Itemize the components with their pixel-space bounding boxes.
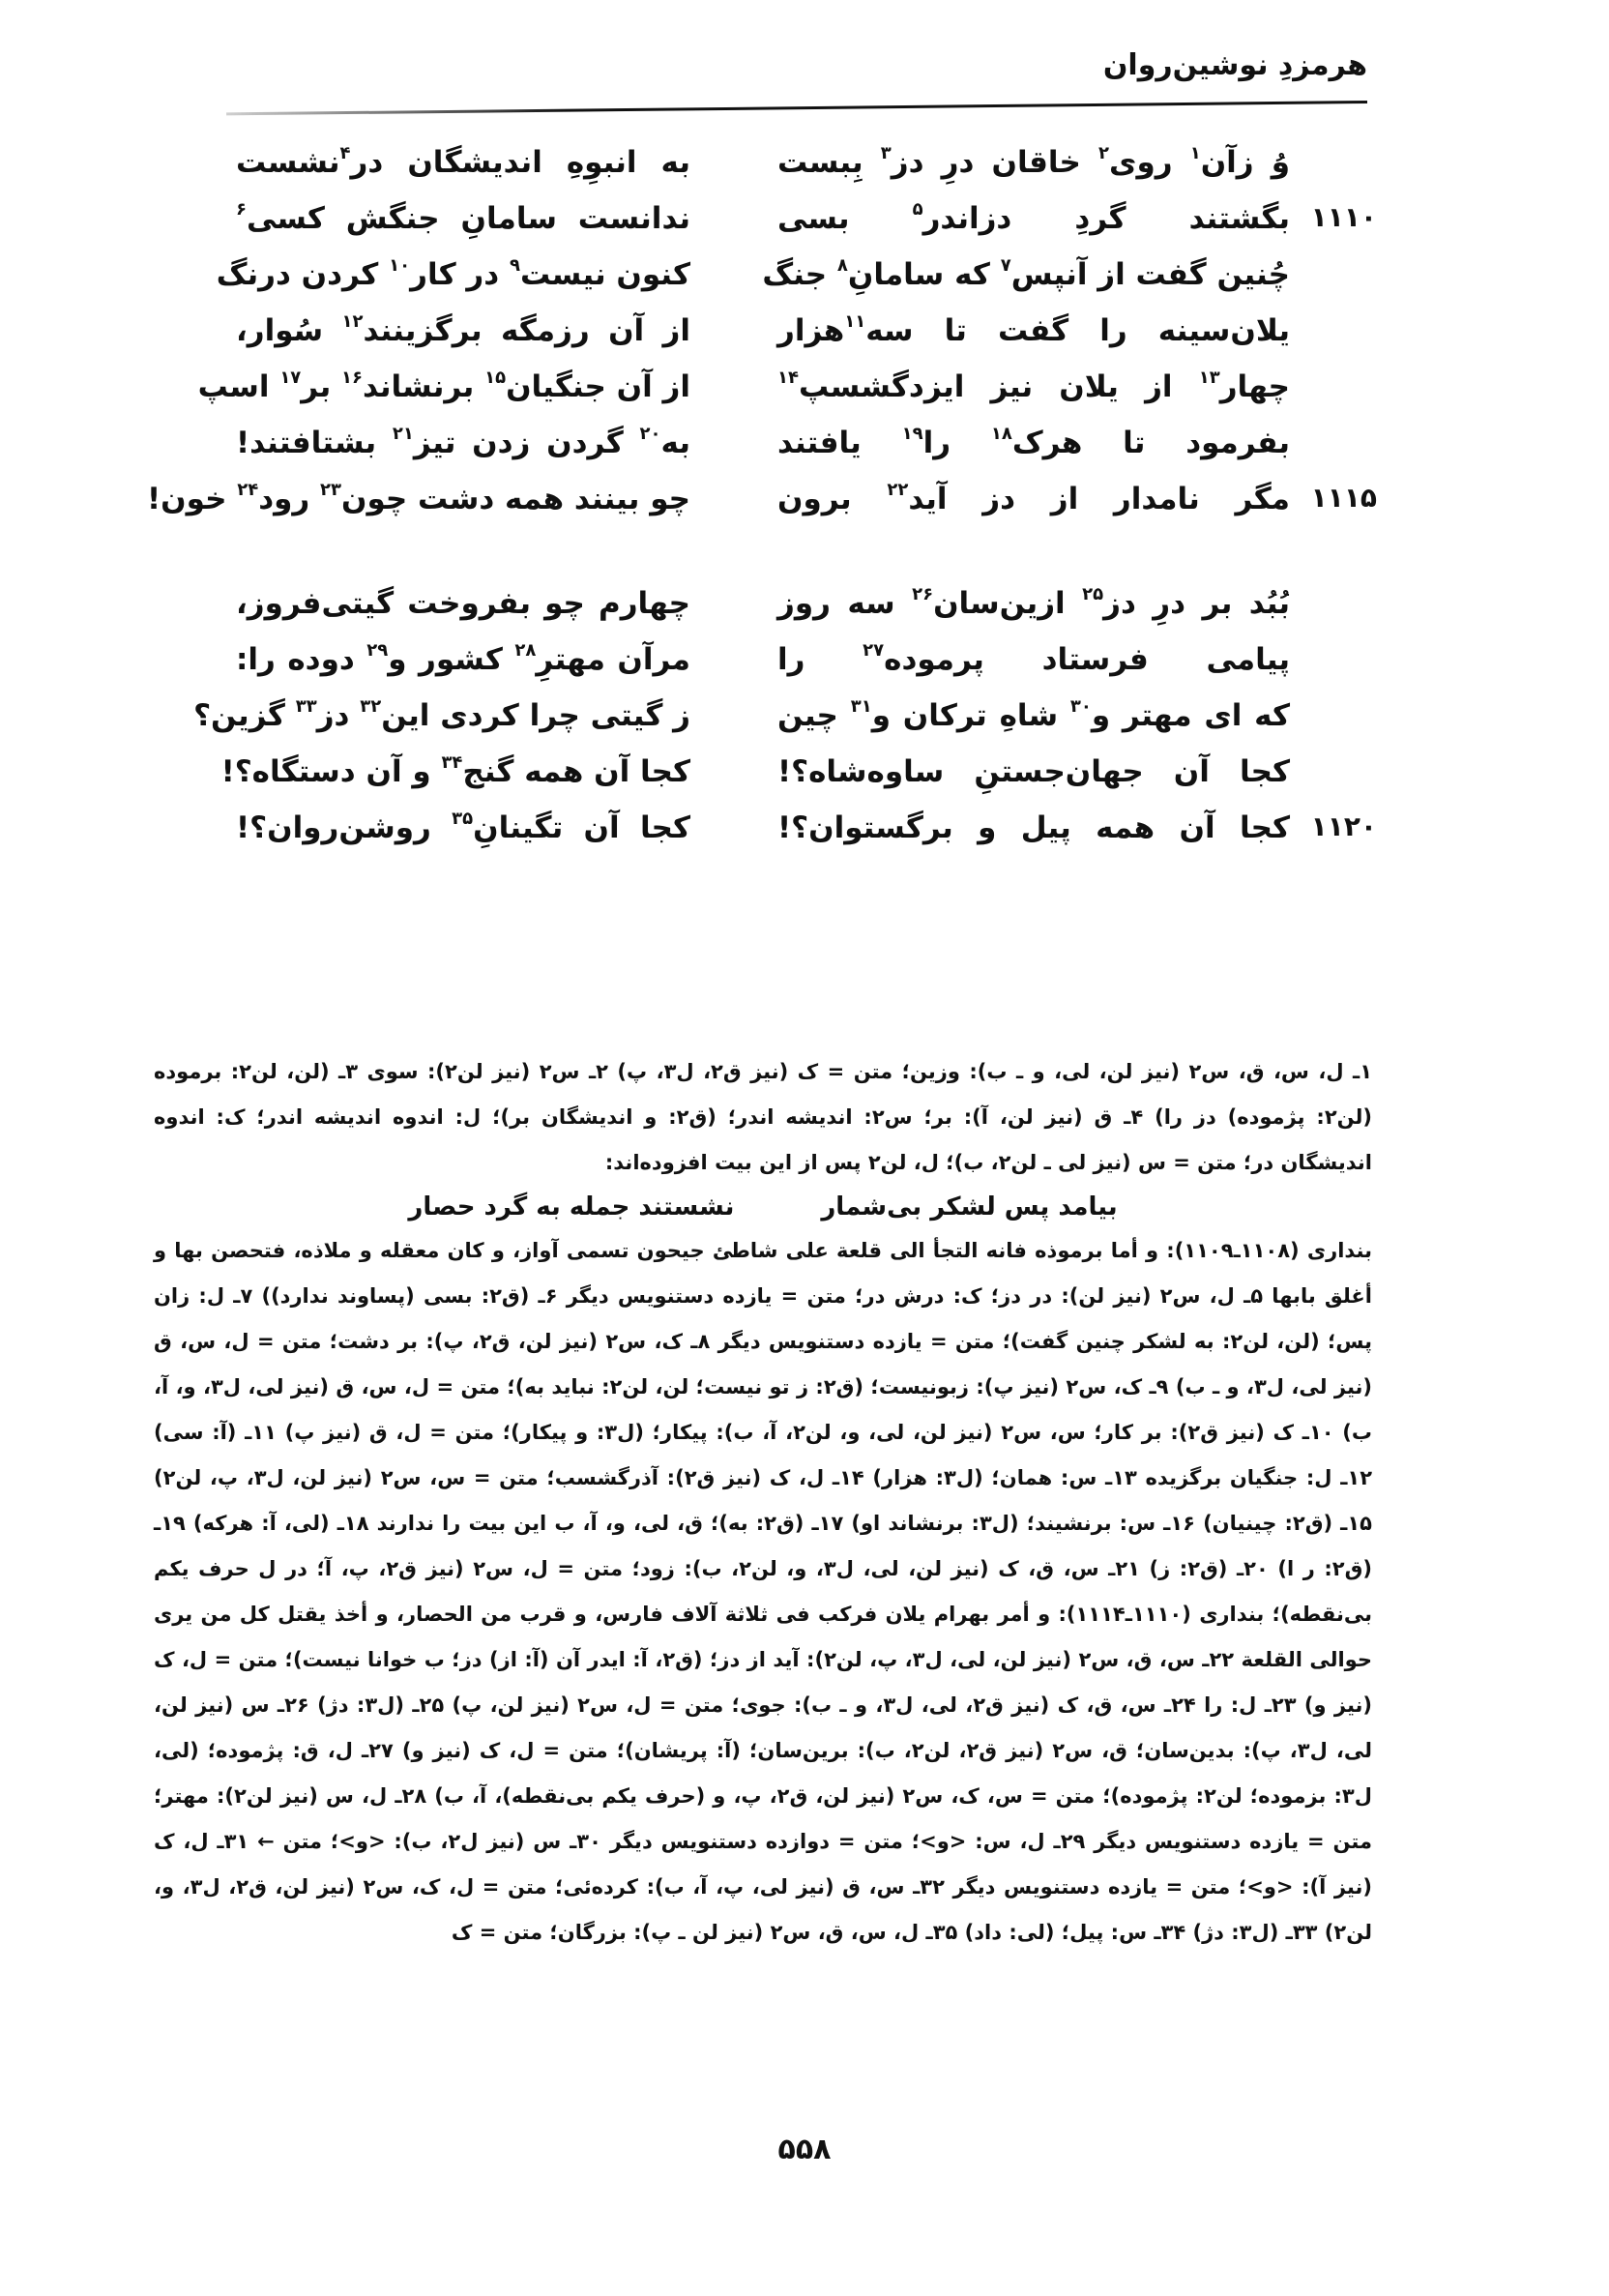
- hemistich-right: مگر نامدار از دز آید$^{۲۲}$ برون: [777, 480, 1290, 516]
- hemistich-right: بُبُد بر درِ دز$^{۲۵}$ ازین‌سان$^{۲۶}$ سه روز: [777, 584, 1290, 621]
- stanza-1: [147, 143, 1377, 538]
- hemistich-right: کجا آن همه پیل و برگستوان؟!: [777, 810, 1290, 845]
- bayt-number: ۱۱۲۰: [1310, 810, 1377, 842]
- footnote-marker: ۱۸: [990, 424, 1012, 444]
- footnote-marker: ۴: [339, 143, 351, 163]
- bayt-line: [147, 480, 1377, 538]
- footnote-marker: ۱۹: [901, 424, 923, 444]
- footnote-paragraph-2: بنداری (۱۱۰۸ـ۱۱۰۹): و أما برموذه فانه التجأ الی قلعة علی شاطئ جیحون تسمی آواز، و کان معقله و ملاذه، فتحصن بها و أغلق بابها ۵ـ ل، س۲ (نیز لن): در دز؛ ک: درش در؛ متن = یازده دستنویس دیگر ۶ـ (ق۲: بسی (پساوند ندارد)) ۷ـ ل: زان پس؛ (لن، لن۲: به لشکر چنین گفت)؛ متن = یازده دستنویس دیگر ۸ـ ک، س۲ (نیز لن، ق۲، پ): بر دشت؛ متن = ل، س، ق (نیز لی، ل۳، و ـ ب) ۹ـ ک، س۲ (نیز پ): زبونیست؛ (ق۲: ز تو نیست؛ لن، لن۲: نباید به)؛ متن = ل، س، ق (نیز لی، ل۳، و، آ، ب) ۱۰ـ ک (نیز ق۲): بر کار؛ س، س۲ (نیز لن، لی، و، لن۲، آ، ب): پیکار؛ (ل۳: و پیکار)؛ متن = ل، ق (نیز پ) ۱۱ـ (آ: سی) ۱۲ـ ل: جنگیان برگزیده ۱۳ـ س: همان؛ (ل۳: هزار) ۱۴ـ ل، ک (نیز ق۲): آذرگشسب؛ متن = س، س۲ (نیز لن، ل۳، پ، لن۲) ۱۵ـ (ق۲: چینیان) ۱۶ـ س: برنشیند؛ (ل۳: برنشاند او) ۱۷ـ (ق۲: به)؛ ق، لی، و، آ، ب این بیت را ندارند ۱۸ـ (لی، آ: هرکه) ۱۹ـ (ق۲: ر ا) ۲۰ـ (ق۲: ز) ۲۱ـ س، ق، ک (نیز لن، لی، ل۳، و، لن۲، ب): زود؛ متن = ل، س۲ (نیز ق۲، پ، آ؛ در ل حرف یکم بی‌نقطه)؛ بنداری (۱۱۱۰ـ۱۱۱۴): و أمر بهرام یلان فرکب فی ثلاثة آلاف فارس، و قرب من الحصار، و أخذ یقتل کل من یری حوالی القلعة ۲۲ـ س، ق، س۲ (نیز لن، لی، ل۳، پ، لن۲): آید از دز؛ (ق۲، آ: ایدر آن (آ: از) دز؛ ب خوانا نیست)؛ متن = ل، ک (نیز و) ۲۳ـ ل: را ۲۴ـ س، ق، ک (نیز ق۲، لی، ل۳، و ـ ب): جوی؛ متن = ل، س۲ (نیز لن، پ) ۲۵ـ (ل۳: دژ) ۲۶ـ س (نیز لن، لی، ل۳، پ): بدین‌سان؛ ق، س۲ (نیز ق۲، لن۲، ب): برین‌سان؛ (آ: پریشان)؛ متن = ل، ک (نیز و) ۲۷ـ ل، ق: پژموده؛ (لی، ل۳: بزموده؛ لن۲: پژموده)؛ متن = س، ک، س۲ (نیز لن، ق۲، پ، و (حرف یکم بی‌نقطه)، آ، ب) ۲۸ـ ل، س (نیز لن۲): مهتر؛ متن = یازده دستنویس دیگر ۲۹ـ ل، س: <و>؛ متن = دوازده دستنویس دیگر ۳۰ـ س (نیز ل۲، ب): <و>؛ متن ← ۳۱ـ ل، ک (نیز آ): <و>؛ متن = یازده دستنویس دیگر ۳۲ـ س، ق (نیز لی، پ، آ، ب): کرده‌ئی؛ متن = ل، ک، س۲ (نیز لن، ق۲، ل۳، و، لن۲) ۳۳ـ (ل۳: دژ) ۳۴ـ س: پیل؛ (لی: داد) ۳۵ـ ل، س، ق، س۲ (نیز لن ـ پ): بزرگان؛ متن = ک: [154, 1239, 1373, 1944]
- bayt-line: [220, 752, 1367, 810]
- hemistich-left: به انبوِهِ اندیشگان در$^۴$نشست: [236, 143, 690, 180]
- hemistich-left: کجا آن تگینانِ$^{۳۵}$ روشن‌روان؟!: [236, 809, 690, 845]
- footnote-marker: ۲۱: [392, 424, 414, 444]
- footnote-marker: ۳۱: [850, 696, 872, 717]
- footnote-marker: ۲۳: [320, 480, 342, 500]
- hemistich-left: ز گیتی چرا کردی این$^{۳۲}$ دز$^{۳۳}$ گزین؟: [193, 696, 690, 733]
- footnote-marker: ۱۲: [341, 311, 364, 332]
- footnote-marker: ۳۰: [1069, 696, 1092, 717]
- hemistich-left: ندانست سامانِ جنگش کسی$^۶$: [236, 199, 690, 236]
- footnote-marker: ۱۳: [1198, 368, 1220, 388]
- verse-block: [147, 143, 1377, 915]
- bayt-line: [236, 642, 1367, 698]
- footnote-marker: ۲۰: [639, 424, 661, 444]
- hemistich-left: از آن رزمگه برگزینند$^{۱۲}$ سُوار،: [236, 311, 690, 348]
- footnote-marker: ۶: [236, 199, 247, 220]
- footnote-marker: ۲۹: [366, 640, 389, 661]
- hemistich-right: وُ زآن$^۱$ روی$^۲$ خاقان درِ دز$^۳$ بِبست: [777, 143, 1291, 180]
- footnote-marker: ۲۶: [912, 584, 934, 604]
- footnote-paragraph-1: ۱ـ ل، س، ق، س۲ (نیز لن، لی، و ـ ب): وزین؛ متن = ک (نیز ق۲، ل۳، پ) ۲ـ س۲ (نیز لن۲): سوی ۳ـ (لن، لن۲: برموده (لن۲: پژموده) دز را) ۴ـ ق (نیز لن، آ): بر؛ س۲: اندیشه اندر؛ (ق۲: و اندیشگان بر)؛ ل: اندوه اندیشه اندر؛ ک: اندوه اندیشگان در؛ متن = س (نیز لی ـ لن۲، ب)؛ ل، لن۲ پس از این بیت افزوده‌اند:: [154, 1060, 1373, 1174]
- page-number: ۵۵۸: [777, 2133, 832, 2166]
- footnote-marker: ۷: [1000, 255, 1011, 276]
- bayt-line: [197, 368, 1367, 426]
- bayt-line: [236, 199, 1377, 257]
- hemistich-left: چو بینند همه دشت چون$^{۲۳}$ رود$^{۲۴}$ خون!: [147, 480, 690, 516]
- footnote-marker: ۱۷: [279, 368, 302, 388]
- footnote-marker: ۲۴: [237, 480, 259, 500]
- hemistich-right: کجا آن جهان‌جستنِ ساوه‌شاه؟!: [777, 754, 1290, 789]
- bayt-line: [236, 145, 1367, 201]
- footnote-marker: ۲۷: [863, 640, 885, 661]
- hemistich-right: چهار$^{۱۳}$ از یلان نیز ایزدگشسپ$^{۱۴}$: [777, 368, 1290, 404]
- bayt-line: [193, 696, 1367, 754]
- hemistich-right: چُنین گفت از آنپس$^۷$ که سامانِ$^۸$ جنگ: [762, 255, 1290, 292]
- footnote-marker: ۱۵: [484, 368, 507, 388]
- footnote-marker: ۱۰: [389, 255, 411, 276]
- hemistich-right: که ای مهتر و$^{۳۰}$ شاهِ ترکان و$^{۳۱}$ چین: [777, 696, 1290, 733]
- footnote-marker: ۵: [912, 199, 923, 220]
- bayt-number: ۱۱۱۵: [1310, 482, 1377, 514]
- hemistich-right: یلان‌سینه را گفت تا سه$^{۱۱}$هزار: [777, 311, 1290, 348]
- hemistich-right: بفرمود تا هرک$^{۱۸}$ را$^{۱۹}$ یافتند: [777, 424, 1290, 460]
- footnote-marker: ۸: [836, 255, 848, 276]
- bayt-number: ۱۱۱۰: [1310, 201, 1377, 233]
- footnote-marker: ۲۸: [514, 640, 537, 661]
- hemistich-right: پیامی فرستاد پرموده$^{۲۷}$ را: [777, 640, 1291, 677]
- footnote-marker: ۳۵: [452, 809, 474, 829]
- hemistich-left: کجا آن همه گنج$^{۳۴}$ و آن دستگاه؟!: [220, 752, 690, 789]
- hemistich-left: کنون نیست$^۹$ در کار$^{۱۰}$ کردن درنگ: [216, 255, 690, 292]
- footnote-marker: ۲۲: [887, 480, 909, 500]
- hemistich-left: مرآن مهترِ$^{۲۸}$ کشور و$^{۲۹}$ دوده را:: [236, 640, 690, 677]
- footnote-marker: ۱: [1189, 143, 1201, 163]
- inserted-bayt: [154, 1186, 1372, 1228]
- footnote-marker: ۳۲: [360, 696, 382, 717]
- footnote-marker: ۹: [509, 255, 520, 276]
- hemistich-left: به$^{۲۰}$ گردن زدن تیز$^{۲۱}$ بشتافتند!: [236, 424, 690, 460]
- footnote-marker: ۳۳: [295, 696, 317, 717]
- header-rule: [226, 101, 1367, 115]
- bayt-line: [236, 426, 1367, 482]
- inserted-bayt-left: نشستند جمله به گرد حصار: [408, 1192, 735, 1222]
- footnotes: [154, 1049, 1372, 1956]
- footnote-marker: ۱۴: [777, 368, 799, 388]
- inserted-bayt-right: بیامد پس لشکر بی‌شمار: [821, 1192, 1118, 1222]
- hemistich-right: بگشتند گردِ دزاندر$^۵$ بسی: [777, 199, 1290, 236]
- running-header-title: هرمزدِ نوشین‌روان: [1102, 48, 1367, 82]
- hemistich-left: چهارم چو بفروخت گیتی‌فروز،: [236, 586, 690, 621]
- bayt-line: [236, 313, 1367, 369]
- bayt-line: [236, 586, 1367, 642]
- hemistich-left: از آن جنگیان$^{۱۵}$ برنشاند$^{۱۶}$ بر$^{۱۷}$ اسپ: [197, 368, 690, 404]
- bayt-line: [216, 255, 1367, 313]
- footnote-marker: ۳۴: [441, 752, 463, 773]
- footnote-marker: ۳: [880, 143, 892, 163]
- footnote-marker: ۲: [1098, 143, 1110, 163]
- stanza-2: [193, 584, 1377, 867]
- bayt-line: [236, 809, 1377, 867]
- footnote-marker: ۱۶: [341, 368, 363, 388]
- footnote-marker: ۱۱: [844, 311, 866, 332]
- footnote-marker: ۲۵: [1082, 584, 1104, 604]
